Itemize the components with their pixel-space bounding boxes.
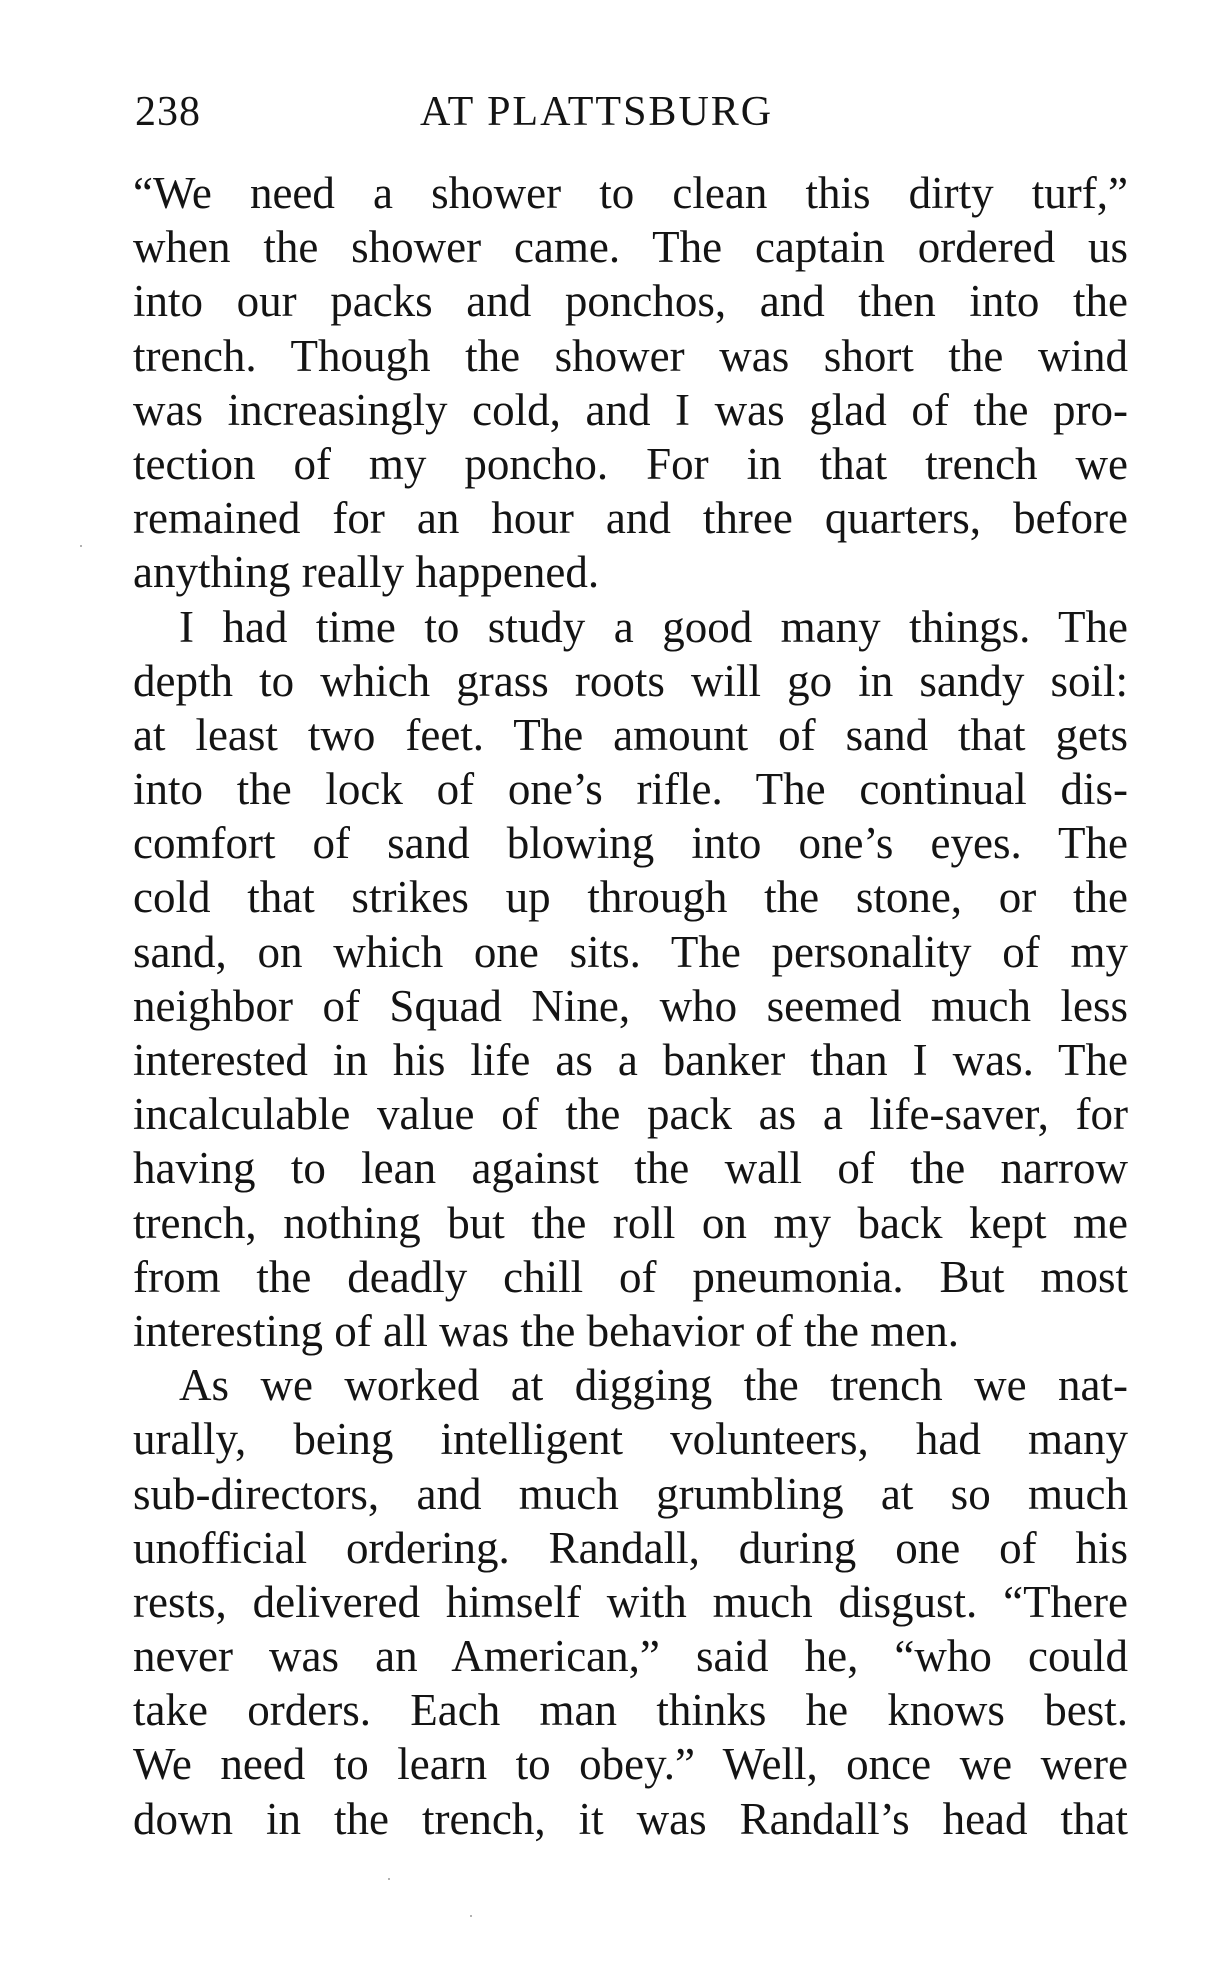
text-line: neighbor of Squad Nine, who seemed much less — [133, 980, 1128, 1031]
text-line: was increasingly cold, and I was glad of the pro- — [133, 384, 1128, 435]
text-line: depth to which grass roots will go in sandy soil: — [133, 655, 1128, 706]
running-title: AT PLATTSBURG — [420, 89, 774, 135]
text-line: sand, on which one sits. The personality of my — [133, 926, 1128, 977]
text-line: cold that strikes up through the stone, or the — [133, 872, 1128, 923]
text-line: remained for an hour and three quarters, before — [133, 493, 1128, 544]
text-line: when the shower came. The captain ordered us — [133, 222, 1128, 273]
body-text — [133, 166, 1128, 1846]
text-line: I had time to study a good many things. The — [179, 601, 1128, 652]
text-line: incalculable value of the pack as a life-saver, for — [133, 1089, 1128, 1140]
text-line: down in the trench, it was Randall’s head that — [133, 1793, 1128, 1844]
text-line: trench, nothing but the roll on my back kept me — [133, 1197, 1128, 1248]
text-line: into the lock of one’s rifle. The continual dis- — [133, 764, 1128, 815]
running-head — [135, 88, 1125, 148]
text-line: sub-directors, and much grumbling at so much — [133, 1468, 1128, 1519]
paper-speck — [80, 545, 82, 547]
text-line: tection of my poncho. For in that trench we — [133, 438, 1128, 489]
text-line: comfort of sand blowing into one’s eyes. The — [133, 818, 1128, 869]
paper-speck — [470, 1915, 472, 1917]
text-line: unofficial ordering. Randall, during one of his — [133, 1522, 1128, 1573]
text-line: into our packs and ponchos, and then into the — [133, 276, 1128, 327]
text-line: rests, delivered himself with much disgust. “There — [133, 1576, 1128, 1627]
text-line: We need to learn to obey.” Well, once we were — [133, 1739, 1128, 1790]
paper-speck — [388, 1878, 390, 1880]
text-line: anything really happened. — [133, 547, 600, 598]
text-line: trench. Though the shower was short the wind — [133, 330, 1128, 381]
page-number: 238 — [135, 89, 201, 135]
text-line: As we worked at digging the trench we nat- — [179, 1360, 1128, 1411]
text-line: urally, being intelligent volunteers, had many — [133, 1414, 1128, 1465]
text-line: “We need a shower to clean this dirty turf,” — [133, 168, 1128, 218]
text-line: take orders. Each man thinks he knows best. — [133, 1685, 1128, 1736]
text-line: never was an American,” said he, “who could — [133, 1631, 1128, 1682]
text-line: interested in his life as a banker than I was. The — [133, 1035, 1128, 1085]
text-line: interesting of all was the behavior of the men. — [133, 1305, 959, 1356]
text-line: having to lean against the wall of the narrow — [133, 1143, 1128, 1194]
text-line: at least two feet. The amount of sand that gets — [133, 709, 1128, 760]
text-line: from the deadly chill of pneumonia. But most — [133, 1251, 1128, 1302]
